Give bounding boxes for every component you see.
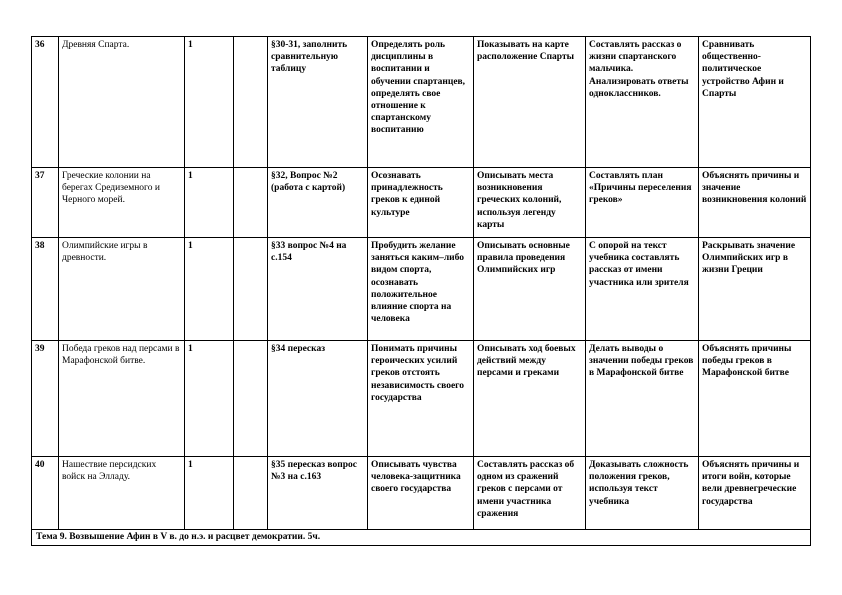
metasubject-results: Составлять план «Причины переселения греков» [586, 168, 699, 238]
theme-title: Тема 9. Возвышение Афин в V в. до н.э. и расцвет демократии. 5ч. [32, 530, 811, 546]
subject-results: Описывать места возникновения греческих колоний, используя легенду карты [474, 168, 586, 238]
lesson-homework: §33 вопрос №4 на с.154 [268, 238, 368, 341]
learning-activities: Объяснять причины победы греков в Марафонской битве [699, 341, 811, 457]
personal-results: Описывать чувства человека-защитника своего государства [368, 457, 474, 530]
lesson-number: 38 [32, 238, 59, 341]
empty-cell [234, 168, 268, 238]
lesson-number: 40 [32, 457, 59, 530]
lesson-topic: Греческие колонии на берегах Средиземного и Черного морей. [59, 168, 185, 238]
empty-cell [234, 457, 268, 530]
subject-results: Составлять рассказ об одном из сражений греков с персами от имени участника сражения [474, 457, 586, 530]
learning-activities: Объяснять причины и значение возникновения колоний [699, 168, 811, 238]
learning-activities: Раскрывать значение Олимпийских игр в жизни Греции [699, 238, 811, 341]
lesson-number: 36 [32, 37, 59, 168]
lesson-plan-table [31, 36, 811, 546]
table-row [32, 37, 811, 168]
subject-results: Описывать ход боевых действий между персами и греками [474, 341, 586, 457]
personal-results: Пробудить желание заняться каким–либо видом спорта, осознавать положительное влияние спорта на человека [368, 238, 474, 341]
table-row [32, 341, 811, 457]
lesson-hours: 1 [185, 457, 234, 530]
metasubject-results: С опорой на текст учебника составлять рассказ от имени участника или зрителя [586, 238, 699, 341]
lesson-hours: 1 [185, 37, 234, 168]
lesson-homework: §30-31, заполнить сравнительную таблицу [268, 37, 368, 168]
learning-activities: Сравнивать общественно-политическое устройство Афин и Спарты [699, 37, 811, 168]
lesson-topic: Олимпийские игры в древности. [59, 238, 185, 341]
lesson-topic: Нашествие персидских войск на Элладу. [59, 457, 185, 530]
lesson-number: 37 [32, 168, 59, 238]
subject-results: Описывать основные правила проведения Олимпийских игр [474, 238, 586, 341]
table-row [32, 238, 811, 341]
subject-results: Показывать на карте расположение Спарты [474, 37, 586, 168]
empty-cell [234, 37, 268, 168]
personal-results: Определять роль дисциплины в воспитании и обучении спартанцев, определять свое отношение к спартанскому воспитанию [368, 37, 474, 168]
theme-row [32, 530, 811, 546]
lesson-number: 39 [32, 341, 59, 457]
lesson-homework: §34 пересказ [268, 341, 368, 457]
table-row [32, 457, 811, 530]
lesson-hours: 1 [185, 238, 234, 341]
lesson-homework: §35 пересказ вопрос №3 на с.163 [268, 457, 368, 530]
lesson-topic: Древняя Спарта. [59, 37, 185, 168]
empty-cell [234, 238, 268, 341]
lesson-topic: Победа греков над персами в Марафонской битве. [59, 341, 185, 457]
lesson-hours: 1 [185, 168, 234, 238]
learning-activities: Объяснять причины и итоги войн, которые вели древнегреческие государства [699, 457, 811, 530]
lesson-hours: 1 [185, 341, 234, 457]
metasubject-results: Составлять рассказ о жизни спартанского мальчика. Анализировать ответы одноклассников. [586, 37, 699, 168]
metasubject-results: Доказывать сложность положения греков, используя текст учебника [586, 457, 699, 530]
personal-results: Осознавать принадлежность греков к единой культуре [368, 168, 474, 238]
metasubject-results: Делать выводы о значении победы греков в Марафонской битве [586, 341, 699, 457]
personal-results: Понимать причины героических усилий греков отстоять независимость своего государства [368, 341, 474, 457]
table-row [32, 168, 811, 238]
lesson-homework: §32, Вопрос №2 (работа с картой) [268, 168, 368, 238]
empty-cell [234, 341, 268, 457]
